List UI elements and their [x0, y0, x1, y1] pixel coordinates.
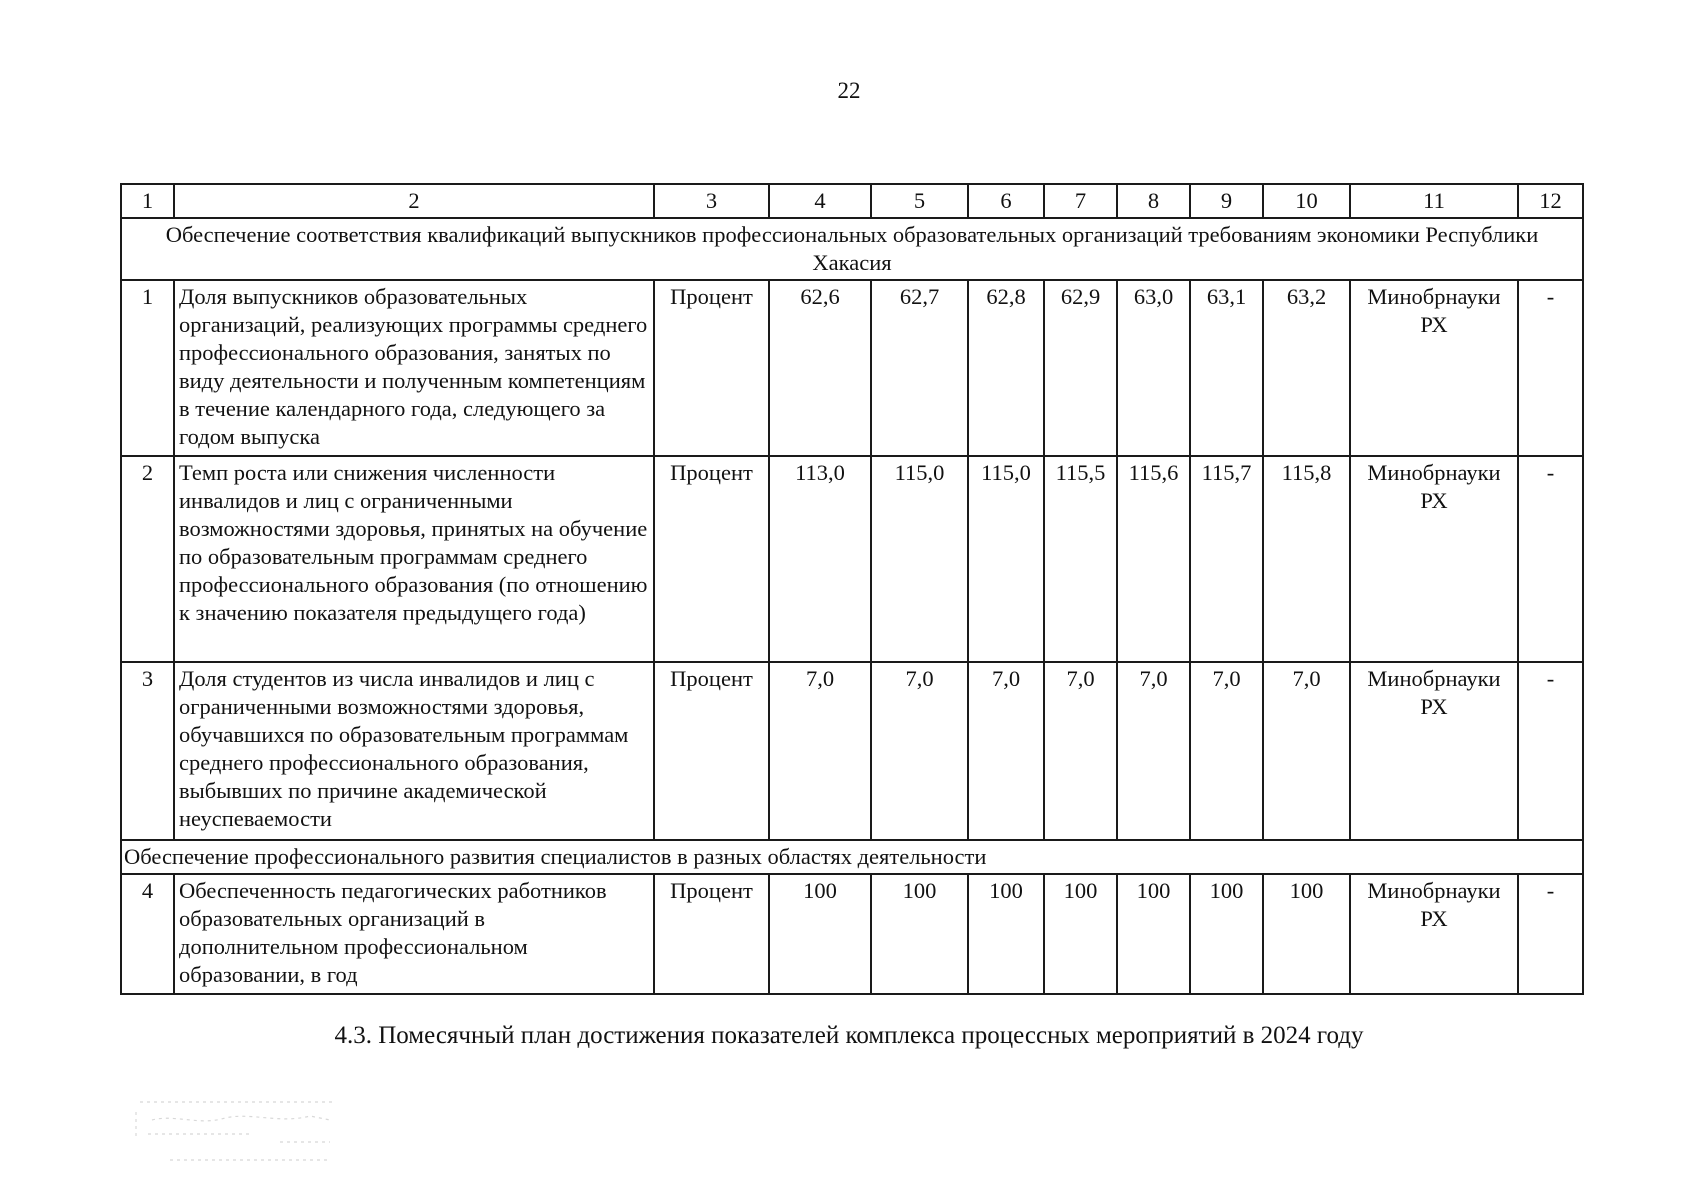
- section-subtitle: 4.3. Помесячный план достижения показателей комплекса процессных мероприятий в 2024 году: [334, 1022, 1364, 1049]
- value-cell: 100: [871, 874, 968, 994]
- indicators-table: [120, 183, 1584, 995]
- unit-cell: Процент: [654, 662, 769, 840]
- value-cell: 7,0: [871, 662, 968, 840]
- value-cell: 7,0: [1190, 662, 1263, 840]
- column-number: 12: [1518, 184, 1583, 218]
- value-cell: 63,0: [1117, 280, 1190, 456]
- value-cell: 63,1: [1190, 280, 1263, 456]
- column-number: 9: [1190, 184, 1263, 218]
- note-cell: -: [1518, 456, 1583, 662]
- column-number: 2: [174, 184, 654, 218]
- value-cell: 100: [1044, 874, 1117, 994]
- faint-stamp-mark: [130, 1090, 345, 1170]
- responsible-cell: Минобрнауки РХ: [1350, 874, 1518, 994]
- value-cell: 7,0: [769, 662, 871, 840]
- responsible-cell: Минобрнауки РХ: [1350, 280, 1518, 456]
- column-number-row: [121, 184, 1583, 218]
- value-cell: 100: [968, 874, 1044, 994]
- responsible-cell: Минобрнауки РХ: [1350, 456, 1518, 662]
- value-cell: 7,0: [968, 662, 1044, 840]
- table-row: [121, 280, 1583, 456]
- value-cell: 7,0: [1263, 662, 1350, 840]
- value-cell: 100: [1263, 874, 1350, 994]
- note-cell: -: [1518, 662, 1583, 840]
- page-number: 22: [837, 78, 861, 103]
- indicator-name: Доля студентов из числа инвалидов и лиц с ограниченными возможностями здоровья, обучавшихся по образовательным программам среднего профессионального образования, выбывших по причине академической неуспеваемости: [174, 662, 654, 840]
- section-row: [121, 218, 1583, 280]
- value-cell: 100: [1190, 874, 1263, 994]
- value-cell: 62,9: [1044, 280, 1117, 456]
- row-number: 2: [121, 456, 174, 662]
- column-number: 1: [121, 184, 174, 218]
- value-cell: 115,7: [1190, 456, 1263, 662]
- value-cell: 100: [1117, 874, 1190, 994]
- value-cell: 62,6: [769, 280, 871, 456]
- column-number: 5: [871, 184, 968, 218]
- value-cell: 62,8: [968, 280, 1044, 456]
- section-heading: Обеспечение профессионального развития специалистов в разных областях деятельности: [121, 840, 1583, 874]
- value-cell: 7,0: [1117, 662, 1190, 840]
- unit-cell: Процент: [654, 456, 769, 662]
- column-number: 7: [1044, 184, 1117, 218]
- column-number: 10: [1263, 184, 1350, 218]
- section-heading: Обеспечение соответствия квалификаций выпускников профессиональных образовательных организаций требованиям экономики Республики Хакасия: [121, 218, 1583, 280]
- column-number: 8: [1117, 184, 1190, 218]
- value-cell: 100: [769, 874, 871, 994]
- note-cell: -: [1518, 280, 1583, 456]
- value-cell: 113,0: [769, 456, 871, 662]
- unit-cell: Процент: [654, 280, 769, 456]
- value-cell: 115,0: [968, 456, 1044, 662]
- table-row: [121, 456, 1583, 662]
- value-cell: 7,0: [1044, 662, 1117, 840]
- value-cell: 63,2: [1263, 280, 1350, 456]
- column-number: 4: [769, 184, 871, 218]
- row-number: 1: [121, 280, 174, 456]
- value-cell: 115,8: [1263, 456, 1350, 662]
- column-number: 6: [968, 184, 1044, 218]
- indicator-name: Доля выпускников образовательных организаций, реализующих программы среднего профессионального образования, занятых по виду деятельности и полученным компетенциям в течение календарного года, следующего за годом выпуска: [174, 280, 654, 456]
- value-cell: 115,5: [1044, 456, 1117, 662]
- column-number: 11: [1350, 184, 1518, 218]
- indicator-name: Обеспеченность педагогических работников образовательных организаций в дополнительном профессиональном образовании, в год: [174, 874, 654, 994]
- unit-cell: Процент: [654, 874, 769, 994]
- note-cell: -: [1518, 874, 1583, 994]
- indicator-name: Темп роста или снижения численности инвалидов и лиц с ограниченными возможностями здоровья, принятых на обучение по образовательным программам среднего профессионального образования (по отношению к значению показателя предыдущего года): [174, 456, 654, 662]
- table-row: [121, 662, 1583, 840]
- row-number: 4: [121, 874, 174, 994]
- row-number: 3: [121, 662, 174, 840]
- value-cell: 115,6: [1117, 456, 1190, 662]
- value-cell: 115,0: [871, 456, 968, 662]
- table-row: [121, 874, 1583, 994]
- section-row: [121, 840, 1583, 874]
- responsible-cell: Минобрнауки РХ: [1350, 662, 1518, 840]
- column-number: 3: [654, 184, 769, 218]
- value-cell: 62,7: [871, 280, 968, 456]
